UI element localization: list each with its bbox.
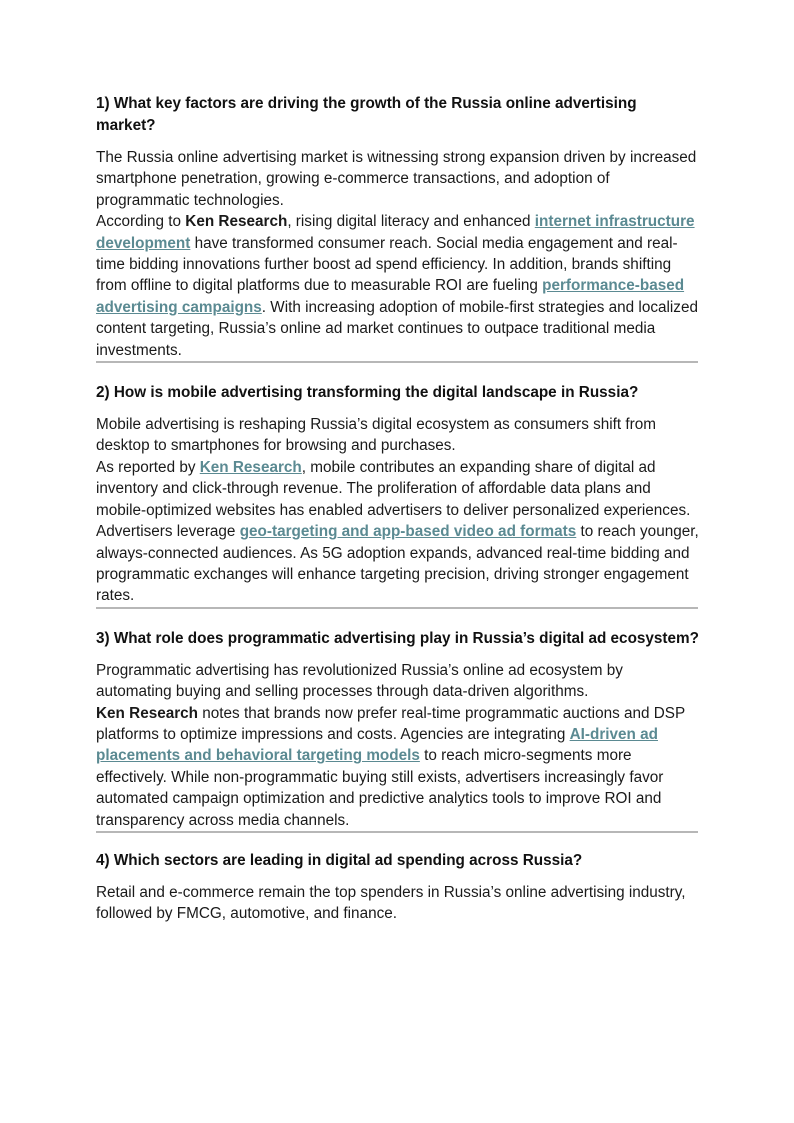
faq-question-3: 3) What role does programmatic advertising play in Russia’s digital ad ecosystem? [96,629,699,647]
link-geo-targeting[interactable]: geo-targeting and app-based video ad formats [239,523,577,541]
faq-content [96,93,700,925]
faq-section-4 [96,850,700,925]
faq-answer-1-body: According to Ken Research, rising digital literacy and enhanced internet infrastructure development have transformed consumer reach. Social media engagement and real-time bidding innovations further boost ad spend efficiency. In addition, brands shifting from offline to digital platforms due to measurable ROI are fueling performance-based advertising campaigns. With increasing adoption of mobile-first strategies and localized content targeting, Russia’s online ad market continues to outpace traditional media investments. [96,213,698,359]
faq-answer-4-intro: Retail and e-commerce remain the top spenders in Russia’s online advertising industry, followed by FMCG, automotive, and finance. [96,883,686,923]
link-ken-research[interactable]: Ken Research [199,458,302,476]
faq-question-4: 4) Which sectors are leading in digital ad spending across Russia? [96,851,583,869]
faq-answer-3-body: Ken Research notes that brands now prefer real-time programmatic auctions and DSP platforms to optimize impressions and costs. Agencies are integrating AI-driven ad placements and behavioral targeting models to reach micro-segments more effectively. While non-programmatic buying still exists, advertisers increasingly favor automated campaign optimization and predictive analytics tools to improve ROI and transparency across media channels. [96,704,685,829]
faq-section-2 [96,382,700,607]
faq-question-2: 2) How is mobile advertising transforming the digital landscape in Russia? [96,384,639,402]
link-ai-driven-placements[interactable]: AI-driven ad placements and behavioral targeting models [96,725,658,765]
section-divider [96,831,698,833]
faq-question-1: 1) What key factors are driving the growth of the Russia online advertising market? [96,95,637,134]
source-name: Ken Research [185,213,288,231]
faq-answer-3-intro: Programmatic advertising has revolutionized Russia’s online ad ecosystem by automating buying and selling processes through data-driven algorithms. [96,661,623,701]
faq-section-3 [96,628,700,831]
section-divider [96,361,698,363]
faq-section-1 [96,93,700,361]
link-performance-campaigns[interactable]: performance-based advertising campaigns [96,277,685,316]
faq-answer-2-body: As reported by Ken Research, mobile contributes an expanding share of digital ad inventory and click-through revenue. The proliferation of affordable data plans and mobile-optimized websites has enabled advertisers to deliver personalized experiences. Advertisers leverage geo-targeting and app-based video ad formats to reach younger, always-connected audiences. As 5G adoption expands, advanced real-time bidding and programmatic exchanges will enhance targeting precision, driving stronger engagement rates. [96,458,699,605]
source-name: Ken Research [96,704,199,722]
faq-answer-1-intro: The Russia online advertising market is witnessing strong expansion driven by increased smartphone penetration, growing e-commerce transactions, and adoption of programmatic technologies. [96,149,697,209]
section-divider [96,607,698,609]
link-internet-infrastructure[interactable]: internet infrastructure development [96,213,695,252]
faq-answer-2-intro: Mobile advertising is reshaping Russia’s digital ecosystem as consumers shift from desktop to smartphones for browsing and purchases. [96,416,656,455]
